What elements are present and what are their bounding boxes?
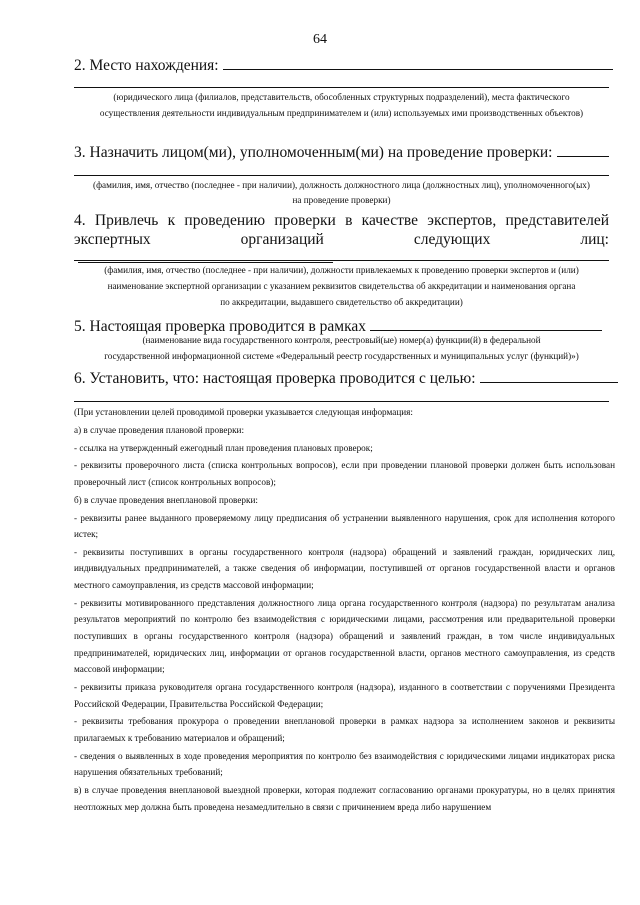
section-2-heading <box>74 56 613 75</box>
section-6-blank-line <box>480 369 618 383</box>
section-2-blank-line <box>223 56 613 70</box>
section-6-rule <box>74 401 609 402</box>
section-2-label: 2. Место нахождения: <box>74 57 219 74</box>
section-3-label: 3. Назначить лицом(ми), уполномоченным(ми) на проведение проверки: <box>74 144 553 161</box>
body-paragraph: - реквизиты ранее выданного проверяемому лицу предписания об устранении выявленного нарушения, срок для исполнения которого истек; <box>74 512 615 540</box>
section-4-label: 4. Привлечь к проведению проверки в качестве экспертов, представителей экспертных организаций следующих лиц: <box>74 212 609 248</box>
section-6-label: 6. Установить, что: настоящая проверка проводится с целью: <box>74 370 476 387</box>
section-2-caption-line-1: (юридического лица (филиалов, представительств, обособленных структурных подразделений), места фактического <box>113 92 570 102</box>
body-paragraph: б) в случае проведения внеплановой проверки: <box>74 494 258 505</box>
section-4-caption-line-1: (фамилия, имя, отчество (последнее - при наличии), должности привлекаемых к проведению проверки экспертов и (или) <box>104 265 579 275</box>
section-6-instructions <box>74 404 615 817</box>
section-3-caption-line-2: на проведение проверки) <box>292 195 391 205</box>
page-number: 64 <box>313 32 327 47</box>
body-paragraph: - реквизиты поступивших в органы государственного контроля (надзора) обращений и заявлений граждан, юридических лиц, индивидуальных предпринимателей, а также сведения об информации, поступившей от органов государственной власти и органов местного самоуправления, из средств массовой информации; <box>74 546 615 591</box>
section-6-heading <box>74 369 618 388</box>
body-paragraph: (При установлении целей проводимой проверки указывается следующая информация: <box>74 407 413 417</box>
body-paragraph: - ссылка на утвержденный ежегодный план проведения плановых проверок; <box>74 442 373 453</box>
body-paragraph: - реквизиты приказа руководителя органа государственного контроля (надзора), изданного в соответствии с поручениями Президента Российской Федерации, Правительства Российской Федерации; <box>74 682 615 709</box>
body-paragraph: - реквизиты проверочного листа (списка контрольных вопросов), если при проведении плановой проверки должен быть использован проверочный лист (список контрольных вопросов); <box>74 460 615 487</box>
section-5-caption-line-1: (наименование вида государственного контроля, реестровый(ые) номер(а) функции(й) в федеральной <box>142 335 541 345</box>
body-paragraph: - реквизиты мотивированного представления должностного лица органа государственного контроля (надзора) по результатам анализа результатов мероприятий по контролю без взаимодействия с юридическими лицами, рассмотрения или предварительной проверки поступивших в органы государственного контроля (надзора) обращений и заявлений граждан, в том числе индивидуальных предпринимателей, юридических лиц, информации от органов государственной власти, органов местного самоуправления, из средств массовой информации; <box>74 597 615 675</box>
section-4-caption-line-3: по аккредитации, выдавшего свидетельство об аккредитации) <box>220 297 463 307</box>
section-5-blank-line <box>370 317 602 331</box>
section-5-caption-line-2: государственной информационной системе «Федеральный реестр государственных и муниципальных услуг (функций)») <box>104 351 579 361</box>
body-paragraph: - реквизиты требования прокурора о проведении внеплановой проверки в рамках надзора за исполнением законов и реквизиты прилагаемых к требованию материалов и обращений; <box>74 716 615 743</box>
section-2-caption-line-2: осуществления деятельности индивидуальным предпринимателем и (или) используемых ими производственных объектов) <box>99 108 584 118</box>
section-3-heading <box>74 143 609 162</box>
body-paragraph: - сведения о выявленных в ходе проведения мероприятия по контролю без взаимодействия с юридическими лицами индикаторах риска нарушения обязательных требований; <box>74 750 615 778</box>
section-4-caption-line-2: наименование экспертной организации с указанием реквизитов свидетельства об аккредитации и наименования органа <box>107 281 576 291</box>
body-paragraph: в) в случае проведения внеплановой выездной проверки, которая подлежит согласованию органами прокуратуры, но в целях принятия неотложных мер должна быть проведена незамедлительно в связи с причинением вреда либо нарушением <box>74 785 615 812</box>
section-3-caption-line-1: (фамилия, имя, отчество (последнее - при наличии), должность должностного лица (должностных лиц), уполномоченного(ых) <box>93 180 590 190</box>
section-3-blank-line <box>557 143 609 157</box>
section-5-label: 5. Настоящая проверка проводится в рамках <box>74 318 367 335</box>
body-paragraph: а) в случае проведения плановой проверки: <box>74 424 245 435</box>
